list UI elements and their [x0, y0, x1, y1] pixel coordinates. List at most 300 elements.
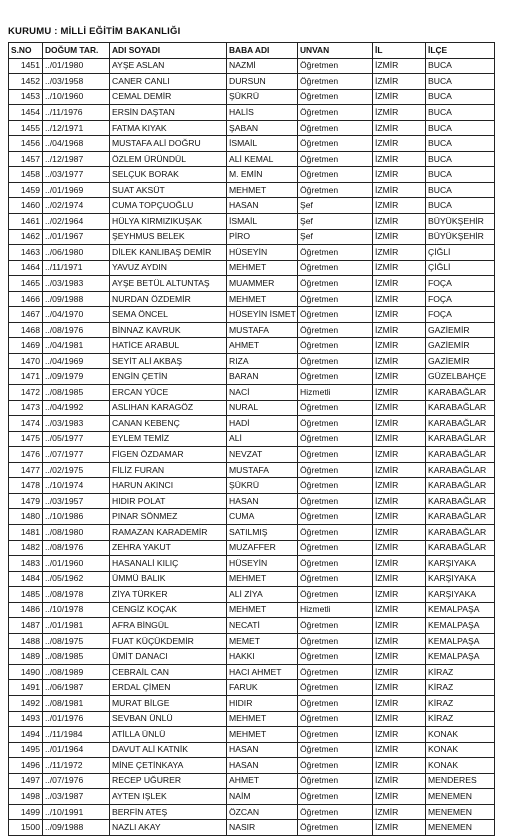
table-row [9, 478, 495, 494]
cell-father-name: HASAN [227, 742, 298, 758]
cell-birth-date: ../02/1964 [43, 214, 110, 230]
cell-birth-date: ../05/1962 [43, 571, 110, 587]
cell-full-name: EYLEM TEMİZ [110, 431, 227, 447]
table-row [9, 742, 495, 758]
cell-father-name: HÜSEYİN [227, 556, 298, 572]
cell-full-name: RECEP UĞURER [110, 773, 227, 789]
cell-province: İZMİR [373, 214, 426, 230]
cell-province: İZMİR [373, 400, 426, 416]
table-row [9, 74, 495, 90]
cell-district: KONAK [426, 758, 495, 774]
cell-birth-date: ../04/1968 [43, 136, 110, 152]
cell-full-name: CUMA TOPÇUOĞLU [110, 198, 227, 214]
cell-full-name: AFRA BİNGÜL [110, 618, 227, 634]
cell-full-name: ÖZLEM ÜRÜNDÜL [110, 151, 227, 167]
cell-province: İZMİR [373, 509, 426, 525]
table-row [9, 105, 495, 121]
table-row [9, 462, 495, 478]
cell-father-name: FARUK [227, 680, 298, 696]
cell-birth-date: ../10/1978 [43, 602, 110, 618]
cell-sno: 1454 [9, 105, 43, 121]
cell-birth-date: ../01/1980 [43, 58, 110, 74]
cell-title: Öğretmen [298, 120, 373, 136]
cell-father-name: MEHMET [227, 727, 298, 743]
cell-province: İZMİR [373, 493, 426, 509]
cell-sno: 1484 [9, 571, 43, 587]
cell-district: KARABAĞLAR [426, 431, 495, 447]
cell-district: BUCA [426, 120, 495, 136]
cell-province: İZMİR [373, 120, 426, 136]
cell-sno: 1500 [9, 820, 43, 836]
table-row [9, 804, 495, 820]
cell-province: İZMİR [373, 416, 426, 432]
cell-birth-date: ../10/1986 [43, 509, 110, 525]
cell-sno: 1477 [9, 462, 43, 478]
cell-province: İZMİR [373, 385, 426, 401]
cell-title: Şef [298, 214, 373, 230]
cell-birth-date: ../03/1987 [43, 789, 110, 805]
cell-district: BUCA [426, 58, 495, 74]
cell-full-name: ZİYA TÜRKER [110, 587, 227, 603]
cell-birth-date: ../12/1987 [43, 151, 110, 167]
cell-district: GAZİEMİR [426, 338, 495, 354]
cell-province: İZMİR [373, 524, 426, 540]
cell-sno: 1466 [9, 291, 43, 307]
cell-full-name: SEYİT ALİ AKBAŞ [110, 353, 227, 369]
cell-father-name: M. EMİN [227, 167, 298, 183]
table-row [9, 758, 495, 774]
cell-sno: 1453 [9, 89, 43, 105]
cell-province: İZMİR [373, 618, 426, 634]
cell-father-name: CUMA [227, 509, 298, 525]
cell-birth-date: ../01/1960 [43, 556, 110, 572]
cell-title: Öğretmen [298, 167, 373, 183]
cell-father-name: MUSTAFA [227, 322, 298, 338]
table-row [9, 524, 495, 540]
cell-sno: 1461 [9, 214, 43, 230]
cell-province: İZMİR [373, 602, 426, 618]
cell-father-name: ALİ ZİYA [227, 587, 298, 603]
cell-father-name: ŞABAN [227, 120, 298, 136]
cell-full-name: CEBRAİL CAN [110, 664, 227, 680]
cell-birth-date: ../08/1981 [43, 695, 110, 711]
table-row [9, 493, 495, 509]
cell-province: İZMİR [373, 804, 426, 820]
cell-title: Öğretmen [298, 556, 373, 572]
cell-sno: 1494 [9, 727, 43, 743]
cell-father-name: MEHMET [227, 571, 298, 587]
institution-header: KURUMU : MİLLİ EĞİTİM BAKANLIĞI [8, 26, 181, 37]
column-header-father-name: BABA ADI [227, 43, 298, 59]
cell-title: Öğretmen [298, 509, 373, 525]
cell-birth-date: ../10/1974 [43, 478, 110, 494]
cell-sno: 1482 [9, 540, 43, 556]
cell-district: KARABAĞLAR [426, 493, 495, 509]
cell-province: İZMİR [373, 260, 426, 276]
cell-full-name: CANER CANLI [110, 74, 227, 90]
cell-district: FOÇA [426, 291, 495, 307]
cell-title: Öğretmen [298, 400, 373, 416]
cell-sno: 1481 [9, 524, 43, 540]
cell-sno: 1464 [9, 260, 43, 276]
cell-province: İZMİR [373, 105, 426, 121]
cell-father-name: MUAMMER [227, 276, 298, 292]
cell-sno: 1457 [9, 151, 43, 167]
cell-title: Öğretmen [298, 524, 373, 540]
cell-father-name: MEHMET [227, 602, 298, 618]
cell-full-name: MURAT BİLGE [110, 695, 227, 711]
cell-district: KARABAĞLAR [426, 524, 495, 540]
cell-district: KEMALPAŞA [426, 602, 495, 618]
cell-province: İZMİR [373, 742, 426, 758]
cell-birth-date: ../03/1958 [43, 74, 110, 90]
cell-sno: 1493 [9, 711, 43, 727]
cell-district: GAZİEMİR [426, 353, 495, 369]
table-row [9, 540, 495, 556]
cell-birth-date: ../04/1969 [43, 353, 110, 369]
cell-birth-date: ../09/1988 [43, 291, 110, 307]
cell-father-name: ÖZCAN [227, 804, 298, 820]
cell-province: İZMİR [373, 58, 426, 74]
cell-birth-date: ../01/1981 [43, 618, 110, 634]
cell-father-name: MUZAFFER [227, 540, 298, 556]
cell-district: BUCA [426, 89, 495, 105]
cell-full-name: DAVUT ALİ KATNİK [110, 742, 227, 758]
cell-province: İZMİR [373, 649, 426, 665]
cell-full-name: FUAT KÜÇÜKDEMİR [110, 633, 227, 649]
cell-province: İZMİR [373, 291, 426, 307]
cell-title: Öğretmen [298, 711, 373, 727]
cell-province: İZMİR [373, 773, 426, 789]
cell-title: Öğretmen [298, 58, 373, 74]
table-row [9, 416, 495, 432]
cell-full-name: SEVBAN ÜNLÜ [110, 711, 227, 727]
cell-province: İZMİR [373, 556, 426, 572]
cell-district: KARABAĞLAR [426, 416, 495, 432]
cell-province: İZMİR [373, 431, 426, 447]
cell-sno: 1499 [9, 804, 43, 820]
cell-district: KİRAZ [426, 664, 495, 680]
cell-father-name: HIDIR [227, 695, 298, 711]
table-row [9, 789, 495, 805]
cell-district: BUCA [426, 198, 495, 214]
cell-province: İZMİR [373, 276, 426, 292]
table-row [9, 711, 495, 727]
cell-province: İZMİR [373, 151, 426, 167]
table-row [9, 509, 495, 525]
cell-birth-date: ../08/1985 [43, 385, 110, 401]
cell-full-name: DİLEK KANLIBAŞ DEMİR [110, 245, 227, 261]
cell-province: İZMİR [373, 229, 426, 245]
cell-full-name: ZEHRA YAKUT [110, 540, 227, 556]
cell-sno: 1475 [9, 431, 43, 447]
table-row [9, 602, 495, 618]
cell-province: İZMİR [373, 587, 426, 603]
cell-birth-date: ../07/1976 [43, 773, 110, 789]
cell-birth-date: ../08/1976 [43, 322, 110, 338]
cell-title: Öğretmen [298, 540, 373, 556]
cell-full-name: CEMAL DEMİR [110, 89, 227, 105]
cell-birth-date: ../09/1979 [43, 369, 110, 385]
cell-sno: 1486 [9, 602, 43, 618]
cell-title: Öğretmen [298, 633, 373, 649]
cell-title: Öğretmen [298, 758, 373, 774]
cell-father-name: MEHMET [227, 291, 298, 307]
cell-sno: 1478 [9, 478, 43, 494]
cell-district: MENEMEN [426, 820, 495, 836]
cell-birth-date: ../02/1974 [43, 198, 110, 214]
table-row [9, 260, 495, 276]
cell-father-name: HASAN [227, 493, 298, 509]
cell-district: BÜYÜKŞEHİR [426, 214, 495, 230]
table-row [9, 291, 495, 307]
cell-title: Öğretmen [298, 695, 373, 711]
cell-father-name: MUSTAFA [227, 462, 298, 478]
table-row [9, 556, 495, 572]
cell-father-name: BARAN [227, 369, 298, 385]
table-row [9, 820, 495, 836]
cell-title: Öğretmen [298, 338, 373, 354]
cell-full-name: ÜMİT DANACI [110, 649, 227, 665]
cell-province: İZMİR [373, 353, 426, 369]
cell-birth-date: ../04/1981 [43, 338, 110, 354]
cell-father-name: AHMET [227, 773, 298, 789]
cell-district: FOÇA [426, 307, 495, 323]
cell-province: İZMİR [373, 369, 426, 385]
cell-title: Öğretmen [298, 353, 373, 369]
cell-district: KARŞIYAKA [426, 556, 495, 572]
cell-sno: 1487 [9, 618, 43, 634]
table-row [9, 338, 495, 354]
cell-title: Öğretmen [298, 804, 373, 820]
column-header-sno: S.NO [9, 43, 43, 59]
cell-father-name: RIZA [227, 353, 298, 369]
cell-father-name: ALİ [227, 431, 298, 447]
cell-province: İZMİR [373, 89, 426, 105]
cell-birth-date: ../03/1983 [43, 416, 110, 432]
cell-title: Öğretmen [298, 431, 373, 447]
cell-title: Öğretmen [298, 820, 373, 836]
table-row [9, 587, 495, 603]
cell-title: Öğretmen [298, 587, 373, 603]
cell-father-name: AHMET [227, 338, 298, 354]
cell-sno: 1485 [9, 587, 43, 603]
table-row [9, 773, 495, 789]
cell-father-name: NAİM [227, 789, 298, 805]
cell-father-name: ŞÜKRÜ [227, 478, 298, 494]
cell-father-name: SATILMIŞ [227, 524, 298, 540]
cell-province: İZMİR [373, 167, 426, 183]
cell-sno: 1465 [9, 276, 43, 292]
cell-province: İZMİR [373, 447, 426, 463]
cell-father-name: DURSUN [227, 74, 298, 90]
cell-birth-date: ../08/1989 [43, 664, 110, 680]
cell-district: KARŞIYAKA [426, 571, 495, 587]
cell-full-name: ENGİN ÇETİN [110, 369, 227, 385]
cell-father-name: ŞÜKRÜ [227, 89, 298, 105]
table-row [9, 198, 495, 214]
cell-birth-date: ../10/1960 [43, 89, 110, 105]
cell-title: Öğretmen [298, 369, 373, 385]
cell-district: KARABAĞLAR [426, 478, 495, 494]
cell-province: İZMİR [373, 664, 426, 680]
cell-title: Öğretmen [298, 89, 373, 105]
cell-sno: 1460 [9, 198, 43, 214]
cell-province: İZMİR [373, 633, 426, 649]
cell-full-name: PINAR SÖNMEZ [110, 509, 227, 525]
column-header-district: İLÇE [426, 43, 495, 59]
cell-district: BUCA [426, 105, 495, 121]
cell-father-name: HASAN [227, 198, 298, 214]
cell-birth-date: ../10/1991 [43, 804, 110, 820]
cell-birth-date: ../01/1969 [43, 182, 110, 198]
cell-title: Öğretmen [298, 680, 373, 696]
cell-birth-date: ../11/1972 [43, 758, 110, 774]
column-header-full-name: ADI SOYADI [110, 43, 227, 59]
cell-full-name: BERFİN ATEŞ [110, 804, 227, 820]
cell-full-name: FİLİZ FURAN [110, 462, 227, 478]
table-row [9, 680, 495, 696]
table-row [9, 400, 495, 416]
cell-province: İZMİR [373, 74, 426, 90]
cell-district: KİRAZ [426, 695, 495, 711]
table-row [9, 214, 495, 230]
cell-sno: 1491 [9, 680, 43, 696]
cell-full-name: YAVUZ AYDIN [110, 260, 227, 276]
cell-title: Öğretmen [298, 478, 373, 494]
cell-birth-date: ../03/1983 [43, 276, 110, 292]
cell-father-name: NASIR [227, 820, 298, 836]
table-row [9, 245, 495, 261]
cell-province: İZMİR [373, 462, 426, 478]
cell-district: KEMALPAŞA [426, 649, 495, 665]
cell-province: İZMİR [373, 711, 426, 727]
cell-province: İZMİR [373, 789, 426, 805]
cell-father-name: NECATİ [227, 618, 298, 634]
table-row [9, 89, 495, 105]
cell-title: Öğretmen [298, 742, 373, 758]
cell-province: İZMİR [373, 695, 426, 711]
cell-sno: 1495 [9, 742, 43, 758]
cell-district: BUCA [426, 151, 495, 167]
cell-district: KEMALPAŞA [426, 618, 495, 634]
cell-full-name: HARUN AKINCI [110, 478, 227, 494]
cell-father-name: ALİ KEMAL [227, 151, 298, 167]
cell-sno: 1480 [9, 509, 43, 525]
table-row [9, 167, 495, 183]
cell-father-name: HAKKI [227, 649, 298, 665]
cell-title: Öğretmen [298, 322, 373, 338]
cell-father-name: NURAL [227, 400, 298, 416]
cell-full-name: ŞEYHMUS BELEK [110, 229, 227, 245]
table-row [9, 322, 495, 338]
cell-birth-date: ../01/1964 [43, 742, 110, 758]
table-row [9, 58, 495, 74]
cell-district: KONAK [426, 742, 495, 758]
cell-sno: 1476 [9, 447, 43, 463]
cell-district: KARŞIYAKA [426, 587, 495, 603]
cell-sno: 1483 [9, 556, 43, 572]
cell-full-name: NURDAN ÖZDEMİR [110, 291, 227, 307]
cell-sno: 1455 [9, 120, 43, 136]
cell-title: Öğretmen [298, 291, 373, 307]
cell-birth-date: ../08/1985 [43, 649, 110, 665]
table-row [9, 369, 495, 385]
cell-title: Öğretmen [298, 571, 373, 587]
cell-sno: 1498 [9, 789, 43, 805]
cell-title: Şef [298, 229, 373, 245]
cell-sno: 1492 [9, 695, 43, 711]
cell-province: İZMİR [373, 322, 426, 338]
cell-province: İZMİR [373, 136, 426, 152]
cell-district: ÇİĞLİ [426, 260, 495, 276]
cell-sno: 1463 [9, 245, 43, 261]
cell-district: KARABAĞLAR [426, 509, 495, 525]
cell-title: Öğretmen [298, 307, 373, 323]
cell-sno: 1467 [9, 307, 43, 323]
cell-title: Öğretmen [298, 727, 373, 743]
cell-province: İZMİR [373, 758, 426, 774]
cell-sno: 1462 [9, 229, 43, 245]
cell-district: KİRAZ [426, 680, 495, 696]
cell-sno: 1474 [9, 416, 43, 432]
cell-sno: 1479 [9, 493, 43, 509]
table-row [9, 385, 495, 401]
cell-title: Öğretmen [298, 260, 373, 276]
cell-full-name: MUSTAFA ALİ DOĞRU [110, 136, 227, 152]
cell-district: KİRAZ [426, 711, 495, 727]
table-row [9, 633, 495, 649]
column-header-title: UNVAN [298, 43, 373, 59]
cell-sno: 1452 [9, 74, 43, 90]
cell-full-name: HIDIR POLAT [110, 493, 227, 509]
cell-full-name: ATİLLA ÜNLÜ [110, 727, 227, 743]
table-row [9, 447, 495, 463]
cell-full-name: CANAN KEBENÇ [110, 416, 227, 432]
cell-sno: 1472 [9, 385, 43, 401]
cell-title: Hizmetli [298, 385, 373, 401]
cell-district: ÇİĞLİ [426, 245, 495, 261]
cell-province: İZMİR [373, 478, 426, 494]
cell-title: Öğretmen [298, 618, 373, 634]
cell-father-name: İSMAİL [227, 214, 298, 230]
cell-title: Öğretmen [298, 789, 373, 805]
cell-district: KARABAĞLAR [426, 462, 495, 478]
cell-birth-date: ../04/1970 [43, 307, 110, 323]
cell-province: İZMİR [373, 540, 426, 556]
cell-full-name: NAZLI AKAY [110, 820, 227, 836]
cell-district: KEMALPAŞA [426, 633, 495, 649]
cell-title: Öğretmen [298, 74, 373, 90]
cell-full-name: SEMA ÖNCEL [110, 307, 227, 323]
cell-sno: 1469 [9, 338, 43, 354]
cell-full-name: ÜMMÜ BALIK [110, 571, 227, 587]
cell-title: Öğretmen [298, 136, 373, 152]
table-row [9, 276, 495, 292]
cell-district: MENDERES [426, 773, 495, 789]
table-row [9, 307, 495, 323]
cell-district: MENEMEN [426, 804, 495, 820]
cell-full-name: ASLIHAN KARAGÖZ [110, 400, 227, 416]
cell-full-name: ERCAN YÜCE [110, 385, 227, 401]
cell-title: Hizmetli [298, 602, 373, 618]
table-row [9, 353, 495, 369]
cell-birth-date: ../02/1975 [43, 462, 110, 478]
cell-full-name: MİNE ÇETİNKAYA [110, 758, 227, 774]
cell-full-name: ERSİN DAŞTAN [110, 105, 227, 121]
cell-birth-date: ../08/1975 [43, 633, 110, 649]
cell-birth-date: ../08/1978 [43, 587, 110, 603]
